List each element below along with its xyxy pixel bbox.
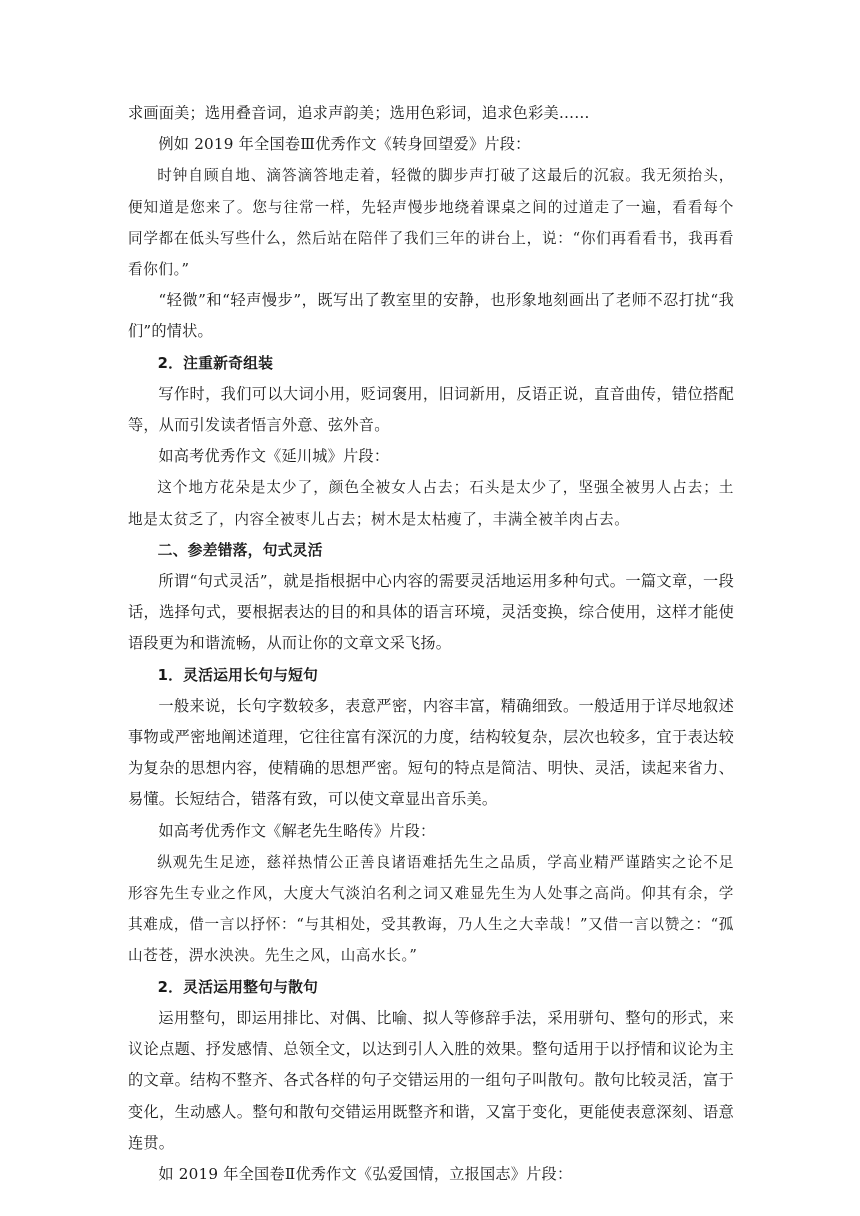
body-paragraph: 一般来说，长句字数较多，表意严密，内容丰富，精确细致。一般适用于详尽地叙述事物或严密地阐述道理，它往往富有深沉的力度，结构较复杂，层次也较多，宜于表达较为复杂的思想内容，使精确的思想严密。短句的特点是简洁、明快、灵活，读起来省力、易懂。长短结合，错落有致，可以使文章显出音乐美。 [128,696,734,809]
section-heading: 二、参差错落，句式灵活 [157,541,323,559]
body-paragraph: 写作时，我们可以大词小用，贬词褒用，旧词新用，反语正说，直音曲传，错位搭配等，从而引发读者悟言外意、弦外音。 [128,384,734,435]
example-analysis: “轻微”和“轻声慢步”，既写出了教室里的安静，也形象地刻画出了老师不忍打扰“我们”的情状。 [128,291,734,341]
example-intro: 如高考优秀作文《解老先生略传》片段： [158,821,436,840]
example-intro: 例如 2019 年全国卷Ⅲ优秀作文《转身回望爱》片段： [158,135,531,154]
paragraph-continuation: 求画面美；选用叠音词，追求声韵美；选用色彩词，追求色彩美…… [128,104,590,122]
example-intro: 如高考优秀作文《延川城》片段： [158,447,390,466]
document-page [128,98,734,1190]
example-quote: 这个地方花朵是太少了，颜色全被女人占去；石头是太少了，坚强全被男人占去；土地是太贫乏了，内容全被枣儿占去；树木是太枯瘦了，丰满全被羊肉占去。 [128,479,734,528]
body-paragraph: 运用整句，即运用排比、对偶、比喻、拟人等修辞手法，采用骈句、整句的形式，来议论点题、抒发感情、总领全文，以达到引人入胜的效果。整句适用于以抒情和议论为主的文章。结构不整齐、各式各样的句子交错运用的一组句子叫散句。散句比较灵活，富于变化，生动感人。整句和散句交错运用既整齐和谐，又富于变化，更能使表意深刻、语意连贯。 [128,1008,734,1152]
example-quote: 纵观先生足迹，慈祥热情公正善良诸语难括先生之品质，学高业精严谨踏实之论不足形容先生专业之作风，大度大气淡泊名利之词又难显先生为人处事之高尚。仰其有余，学其难成，借一言以抒怀：“与其相处，受其教诲，乃人生之大幸哉！”又借一言以赞之：“孤山苍苍，淠水泱泱。先生之风，山高水长。” [128,853,734,965]
section-heading: 1．灵活运用长句与短句 [157,666,319,684]
example-quote: 时钟自顾自地、滴答滴答地走着，轻微的脚步声打破了这最后的沉寂。我无须抬头，便知道是您来了。您与往常一样，先轻声慢步地绕着课桌之间的过道走了一遍，看看每个同学都在低头写些什么，然后站在陪伴了我们三年的讲台上，说：“你们再看看书，我再看看你们。” [128,167,734,279]
section-heading: 2．灵活运用整句与散句 [157,978,319,996]
body-paragraph: 所谓“句式灵活”，就是指根据中心内容的需要灵活地运用多种句式。一篇文章，一段话，选择句式，要根据表达的目的和具体的语言环境，灵活变换，综合使用，这样才能使语段更为和谐流畅，从而让你的文章文采飞扬。 [128,572,734,653]
section-heading: 2．注重新奇组装 [157,354,274,372]
example-intro: 如 2019 年全国卷Ⅱ优秀作文《弘爱国情，立报国志》片段： [158,1164,573,1183]
